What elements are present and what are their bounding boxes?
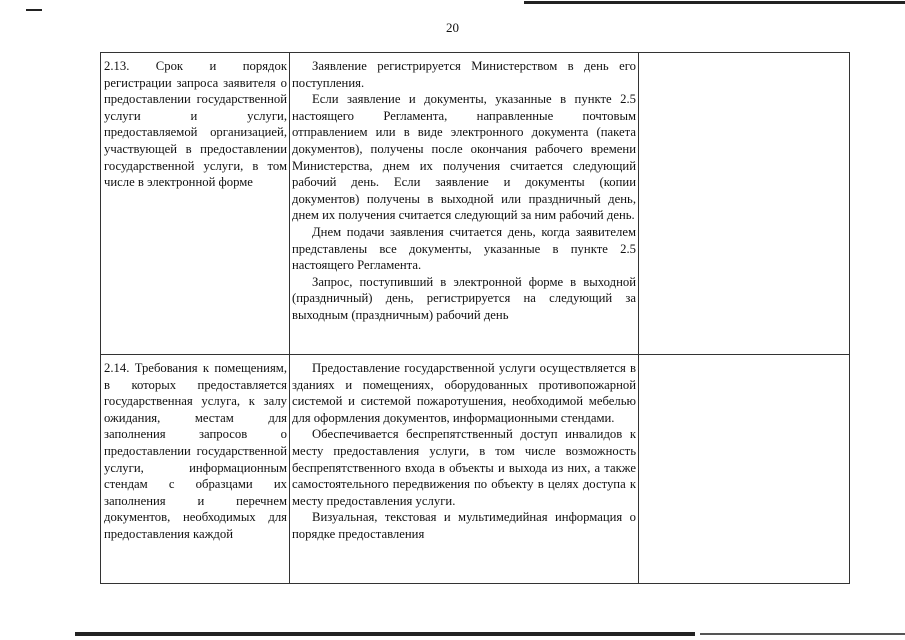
row-2-14-content-cell <box>292 360 636 543</box>
column-divider-right <box>638 53 639 583</box>
row-2-14-title: 2.14. Требования к помещениям, в которых предоставляется государственная услуга, к залу ожидания, местам для заполнения запросов о предоставлении государственной услуги, информационным стендам с образцами их заполнения и перечнем документов, необходимых для предоставления каждой <box>104 361 287 541</box>
row-2-14-paragraph-1: Предоставление государственной услуги осуществляется в зданиях и помещениях, оборудованных противопожарной системой и системой пожаротушения, необходимой мебелью для оформления документов, информационными стендами. <box>292 361 636 425</box>
row-2-13-title: 2.13. Срок и порядок регистрации запроса заявителя о предоставлении государственной услуги и услуги, предоставляемой организацией, участвующей в предоставлении государственной услуги, в том числе в электронной форме <box>104 59 287 190</box>
row-2-13-paragraph-4: Запрос, поступивший в электронной форме в выходной (праздничный) день, регистрируется на следующий за выходным (праздничным) рабочий день <box>292 274 636 322</box>
row-2-13-paragraph-3: Днем подачи заявления считается день, когда заявителем представлены все документы, указанные в пункте 2.5 настоящего Регламента. <box>292 224 636 273</box>
row-2-13-paragraph-1: Заявление регистрируется Министерством в день его поступления. <box>292 59 636 90</box>
row-2-13-content-cell <box>292 58 636 324</box>
top-rule <box>524 1 905 4</box>
bottom-rule-thin <box>700 633 905 635</box>
row-divider <box>101 354 849 355</box>
row-2-14-paragraph-3: Визуальная, текстовая и мультимедийная информация о порядке предоставления <box>292 510 636 541</box>
bottom-rule <box>75 632 695 636</box>
page-number: 20 <box>446 20 459 35</box>
row-2-13-title-cell <box>104 58 287 191</box>
top-dash-mark <box>26 9 42 11</box>
requirements-table <box>100 52 850 584</box>
column-divider-left <box>289 53 290 583</box>
row-2-14-paragraph-2: Обеспечивается беспрепятственный доступ инвалидов к месту предоставления услуги, в том числе возможность беспрепятственного входа в объекты и выхода из них, а также самостоятельного передвижения по объекту в целях доступа к месту предоставления услуги. <box>292 427 636 508</box>
row-2-13-paragraph-2: Если заявление и документы, указанные в пункте 2.5 настоящего Регламента, направленные почтовым отправлением или в виде электронного документа (пакета документов), получены после окончания рабочего времени Министерства, днем их получения считается следующий рабочий день. Если заявление и документы (копии документов) получены в выходной или праздничный день, днем их получения считается следующий за ним рабочий день. <box>292 92 636 223</box>
row-2-14-title-cell <box>104 360 287 543</box>
